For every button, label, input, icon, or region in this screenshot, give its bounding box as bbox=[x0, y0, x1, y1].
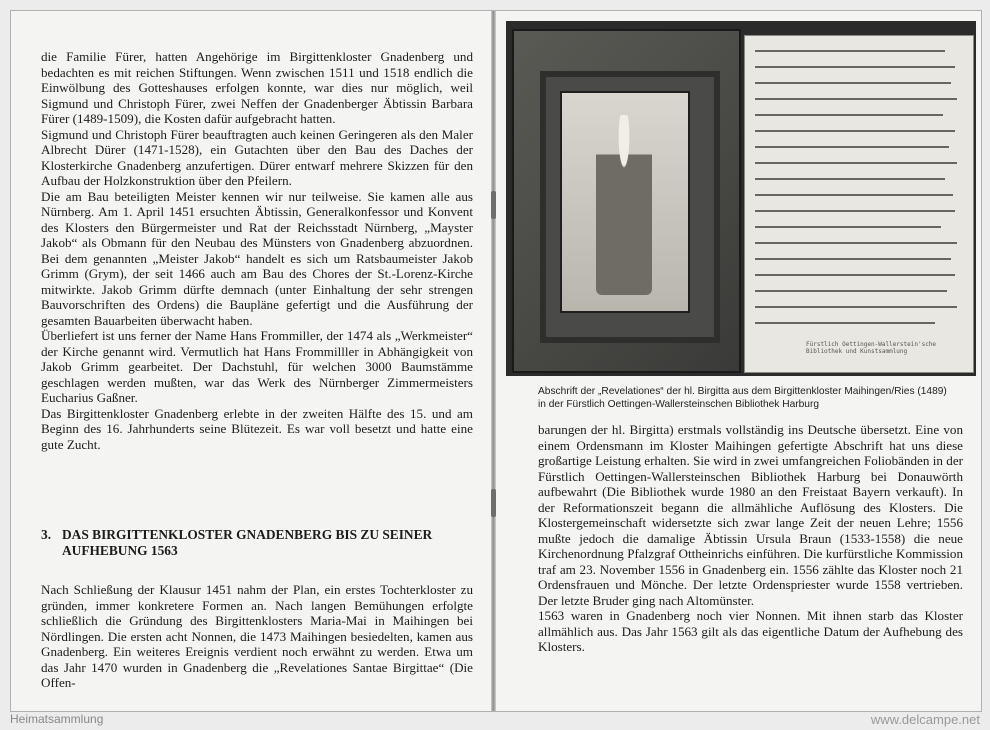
paragraph: die Familie Fürer, hatten Angehörige im Birgittenkloster Gnadenberg und bedachten es mit reichen Stiftungen. Wenn zwischen 1511 und 1518 endlich die Einwölbung des Gotteshauses erfolgen konnte, war dies nur möglich, weil Sigmund und Christoph Fürer, zwei Neffen der Gnadenberger Äbtissin Barbara Fürer (1489-1509), die Kosten dafür aufgebracht hatten. bbox=[41, 49, 473, 126]
paragraph: Die am Bau beteiligten Meister kennen wir nur teilweise. Sie kamen alle aus Nürnberg. Am 1. April 1451 ersuchten Äbtissin, Generalkonfessor und Konvent des Klosters den Bürgermeister und Rat der Reichsstadt Nürnberg, „Mayster Jakob“ als Obmann für den Neubau des Münsters von Gnadenberg abzuordnen. Bei dem genannten „Meister Jakob“ handelt es sich um Ratsbaumeister Jakob Grimm (Grym), der seit 1466 auch am Bau des Chores der St.-Lorenz-Kirche mitwirkte. Jakob Grimm dürfte demnach (unter Einhaltung der sehr strengen Bauvorschriften des Ordens) die Baupläne gefertigt und die Ausführung der gesamten Bauarbeiten überwacht haben. bbox=[41, 188, 473, 328]
manuscript-photo bbox=[506, 21, 976, 376]
paragraph: Überliefert ist uns ferner der Name Hans Frommiller, der 1474 als „Werkmeister“ der Kirche genannt wird. Vermutlich hat Hans Frommilller in Abhängigkeit von Jakob Grimm gearbeitet. Der Dachstuhl, für welchen 3000 Baumstämme geschlagen werden mußten, war das Werk des Nürnberger Zimmermeisters Eucharius Gaßner. bbox=[41, 328, 473, 405]
handwriting-line bbox=[755, 66, 955, 68]
watermark-right: www.delcampe.net bbox=[870, 712, 980, 727]
paragraph: barungen der hl. Birgitta) erstmals vollständig ins Deutsche übersetzt. Eine von einem Ordensmann im Kloster Maihingen gefertigte Abschrift hat uns diese großartige Leistung erhalten. Sie wird in zwei umfangreichen Foliobänden in der Fürstlich Oettingen-Wallersteinschen Bibliothek Harburg bei Donauwörth aufbewahrt (Die Bibliothek wurde 1980 an den Freistaat Bayern verkauft). In der Reformationszeit begann die allmähliche Auflösung des Klosters. Die Klostergemeinschaft widersetzte sich zwar lange Zeit der neuen Lehre; 1556 mußte jedoch die damalige Äbtissin Ursula Braun (1533-1558) die neue Kirchenordnung Pfalzgraf Ottheinrichs einführen. Die kurfürstliche Kommission traf am 23. November 1556 in Gnadenberg ein. 1556 zählte das Kloster noch 21 Ordensfrauen und Mönche. Der letzte Ordenspriester wurde 1558 vertrieben. Der letzte Bruder ging nach Altomünster. bbox=[538, 422, 963, 608]
handwriting-line bbox=[755, 162, 957, 164]
left-page bbox=[11, 11, 491, 711]
right-page bbox=[496, 11, 981, 711]
paragraph: 1563 waren in Gnadenberg noch vier Nonnen. Mit ihnen starb das Kloster allmählich aus. Das Jahr 1563 gilt als das eigentliche Datum der Aufhebung des Klosters. bbox=[538, 608, 963, 654]
handwriting-line bbox=[755, 210, 955, 212]
handwriting-line bbox=[755, 130, 955, 132]
manuscript-cover bbox=[512, 29, 741, 373]
section-heading-line2: AUFHEBUNG 1563 bbox=[62, 543, 178, 558]
handwriting-line bbox=[755, 306, 957, 308]
handwriting-line bbox=[755, 98, 957, 100]
handwriting-line bbox=[755, 178, 945, 180]
picture-frame bbox=[540, 71, 720, 343]
book-spread bbox=[10, 10, 982, 712]
handwriting-line bbox=[755, 114, 943, 116]
handwriting-line bbox=[755, 146, 949, 148]
caption-line: Abschrift der „Revelationes“ der hl. Birgitta aus dem Birgittenkloster Maihingen/Ries (1489) bbox=[538, 386, 947, 397]
handwriting-line bbox=[755, 242, 957, 244]
section-heading-line1: DAS BIRGITTENKLOSTER GNADENBERG BIS ZU SEINER bbox=[62, 527, 433, 542]
section-number: 3. bbox=[41, 527, 52, 542]
paragraph: Sigmund und Christoph Fürer beauftragten auch keinen Geringeren als den Maler Albrecht Dürer (1471-1528), ein Gutachten über den Bau des Daches der Klosterkirche Gnadenberg anzufertigen. Dürer entwarf mehrere Skizzen für den Aufbau der Holzkonstruktion über den Pfeilern. bbox=[41, 126, 473, 188]
paragraph: Nach Schließung der Klausur 1451 nahm der Plan, ein erstes Tochterkloster zu gründen, immer konkretere Formen an. Nach langen Bemühungen erfolgte schließlich die Gründung des Birgittenklosters Maria-Mai in Maihingen bei Nördlingen. Die ersten acht Nonnen, die 1473 Maihingen besiedelten, kamen aus Gnadenberg. Ein weiteres Ereignis verdient noch erwähnt zu werden. Etwa um das Jahr 1470 wurden in Gnadenberg die „Revelationes Santae Birgittae“ (Die Offen- bbox=[41, 582, 473, 690]
handwriting-line bbox=[755, 226, 941, 228]
manuscript-page bbox=[744, 35, 974, 373]
handwriting-line bbox=[755, 194, 953, 196]
handwriting-line bbox=[755, 274, 955, 276]
right-page-body bbox=[538, 422, 963, 655]
handwriting-line bbox=[755, 82, 951, 84]
paragraph: Das Birgittenkloster Gnadenberg erlebte in der zweiten Hälfte des 15. und am Beginn des 16. Jahrhunderts seine Blütezeit. Es war voll besetzt und hatte eine gute Zucht. bbox=[41, 405, 473, 452]
watermark-left: Heimatsammlung bbox=[10, 712, 104, 726]
library-stamp: Fürstlich Oettingen-Wallerstein'sche Bibliothek und Kunstsammlung bbox=[806, 341, 937, 355]
handwriting-line bbox=[755, 290, 947, 292]
left-page-body bbox=[41, 49, 473, 452]
handwriting-line bbox=[755, 50, 945, 52]
image-caption bbox=[538, 385, 978, 411]
section-heading bbox=[41, 527, 473, 559]
saint-illustration bbox=[560, 91, 690, 313]
handwriting-line bbox=[755, 258, 951, 260]
handwriting-line bbox=[755, 322, 935, 324]
saint-figure-icon bbox=[596, 115, 652, 295]
section-body bbox=[41, 582, 473, 691]
caption-line: in der Fürstlich Oettingen-Wallersteinschen Bibliothek Harburg bbox=[538, 399, 820, 410]
